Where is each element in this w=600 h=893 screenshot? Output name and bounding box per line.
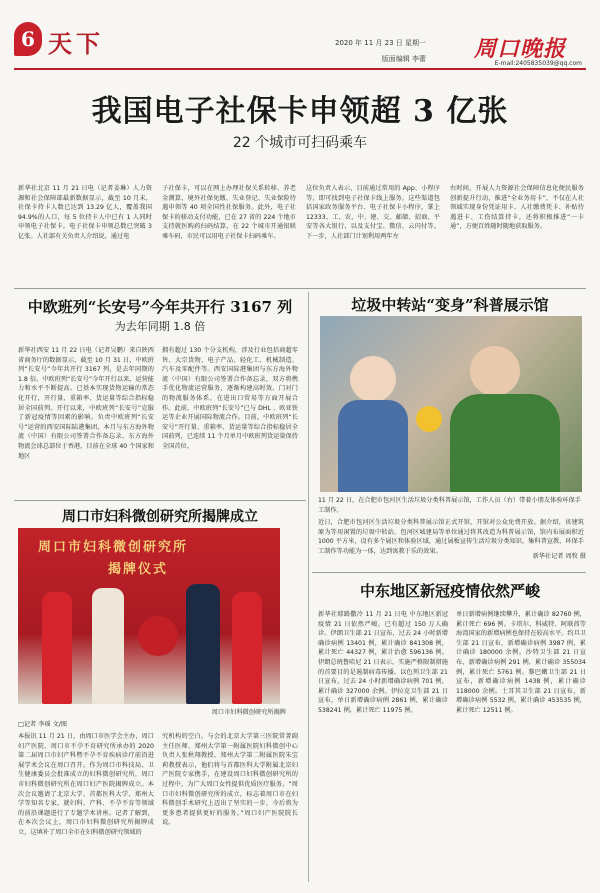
kids-craft-photo <box>320 316 582 492</box>
train-subhead: 为去年同期 1.8 倍 <box>114 320 206 333</box>
column-divider <box>308 292 309 882</box>
garbage-headline: 垃圾中转站“变身”科普展示馆 <box>351 296 549 314</box>
divider <box>312 572 586 573</box>
lead-subhead: 22 个城市可扫码乘车 <box>232 135 368 151</box>
garbage-body: 近日，合肥市包河区生活垃圾分类科普展示馆正式开馆，开馆对公众免费开放。据介绍，该建筑原为等用闲置的垃圾中转站，包河区城建局等单位通过将其改造为科普展示馆，馆内布展面积近 1000 平方米，设有多个展区和体验区域，通过展板宣传生活垃圾分类知识，集科普宣教、环保手工制作等功能为一体，达到寓教于乐的效果。 <box>318 519 584 555</box>
lead-headline: 我国电子社保卡申领超 3 亿张 <box>91 94 509 129</box>
train-headline: 中欧班列“长安号”今年共开行 3167 列 <box>27 298 293 316</box>
train-column: 拥有超过 130 个分支机构，涉及行业包括商超零售、大宗货物、电子产品、轻化工、机械制造、汽车及零配件等。西安国际港集团与东方海外物流（中国）有限公司签署合作备忘录，双方将携手优化物流运营服务，逐渐构建高时效、门对门的物流服务体系，在进出口贸易等方面开展合作。此前，中欧班列“长安号”已与 DHL 、欧亚铁运等企业开展国际物流合作。目前，中欧班列“长安号”开行量、重箱率、货运量等综合指标稳居全国前列，已连续 11 个月单月中欧班列货运量保持全国首位。 <box>162 347 298 450</box>
contact-email: E-mail:2405835039@qq.com <box>494 60 582 67</box>
zhoukou-column: 本报讯 11 月 21 日，由周口市医学会主办，周口妇产医院、周口市不孕不育研究所承办的 2020 第二届周口市妇产科暨不孕不育疾病诊疗前沿进展学术会议在周口召开。作为周口市科技局、卫生健康委员会批准成立的妇科微创研究所，周口市妇科微创研究所在周口妇产医院揭牌成立。本次会议邀请了北京大学、首都医科大学、郑州大学等知名专家，就妇科、产科、不孕不育等领域的前沿课题进行了专题学术讲座。记者了解到，在本次会议上，周口市妇科微创研究所揭牌成立，这填补了周口全市在妇科微创研究领域的 <box>18 733 154 836</box>
divider <box>14 288 586 289</box>
train-column: 新华社西安 11 月 22 日电（记者吴鹏）来自陕西省商务厅的数据显示，截至 10 月 31 日，中欧班列“长安号”今年共开行 3167 列，是去年同期的 1.8 倍。中欧班列“长安号”今年开行以来，运营能力和水平不断提高。已基本实现货物运输的常态化开行，开行量、重箱率、货运量等综合指标稳居全国前列。开行以来，中欧班列“长安号”克服了新冠疫情等因素的影响。负责中欧班列“长安号”运营的西安国际陆港集团，本月与东方海外物流（中国）有限公司签署合作备忘录。东方海外物流会球总部位于香港，目前在全球 40 个国家和地区 <box>18 347 154 460</box>
worker-face <box>470 346 520 396</box>
issue-date: 2020 年 11 月 23 日 星期一 <box>335 39 426 47</box>
person <box>232 592 262 704</box>
child-face <box>350 356 396 402</box>
ceremony-photo-caption: 周口市妇科微创研究所揭牌 <box>211 709 286 716</box>
page-number-badge: 6 <box>14 22 42 56</box>
garbage-photo-caption: 11 月 22 日，在合肥市包河区生活垃圾分类科普展示馆，工作人员（右）带着小朋友体验环保手工制作。 <box>318 497 581 514</box>
mideast-column: 单日新增病例继续攀升，累计确诊 82760 例，累计死亡 696 例。卡塔尔、科威特、阿联酋等海湾国家的新增病例也保持在较高水平。约旦卫生部 21 日宣布，新增确诊病例 3987 例，累计确诊 180000 余例。沙特卫生部 21 日宣布，新增确诊病例 291 例，累计确诊 355034 例，累计死亡 5761 例。黎巴嫩卫生部 21 日宣布，新增确诊病例 1438 例，累计确诊 118000 余例。土耳其卫生部 21 日宣布，新增确诊病例 5532 例，累计确诊 453535 例，累计死亡 12511 例。 <box>456 611 586 714</box>
garbage-credit: 新华社记者 周牧 摄 <box>532 553 586 560</box>
unveiled-plaque <box>138 616 178 656</box>
ceremony-banner: 周口市妇科微创研究所 <box>38 540 189 555</box>
person <box>42 592 72 704</box>
lead-column: 新华社北京 11 月 21 日电（记者姜琳）人力资源和社会保障部最新数据显示，截至 10 月末，社保卡持卡人数已达到 13.29 亿人，覆盖我国 94.9%的人口，每 5 位持卡人中已有 1 人同时申领电子社保卡。电子社保卡申领总数已突破 3 亿张。人社部有关负责人介绍说，通过电 <box>18 185 152 240</box>
zhoukou-headline: 周口市妇科微创研究所揭牌成立 <box>62 509 258 525</box>
section-title: 天下 <box>48 29 104 58</box>
paper-flower <box>416 406 442 432</box>
ceremony-banner: 揭牌仪式 <box>108 562 169 577</box>
page-header <box>14 10 586 70</box>
mideast-headline: 中东地区新冠疫情依然严峻 <box>359 582 540 600</box>
page-editor: 版面编辑 李蕾 <box>381 55 426 63</box>
mideast-column: 新华社耶路撒冷 11 月 21 日电 中东地区新冠疫情 21 日依然严峻，已有超过 150 万人确诊。伊朗卫生部 21 日宣布，过去 24 小时新增确诊病例 13401 例，累计确诊 841308 例，累计死亡 44327 例，累计治愈 596136 例。伊朗总统鲁哈尼 21 日表示，实施严格限制措施的首要目的是遏制病毒传播。以色列卫生部 21 日宣布，过去 24 小时新增确诊病例 701 例，累计确诊 327000 余例。伊拉克卫生部 21 日宣布，单日新增确诊病例 2861 例，累计确诊 538241 例，累计死亡 11975 例。 <box>318 611 448 714</box>
lead-column: 子社保卡，可以在网上办理社保关系转移、养老金测算、境外社保免缴、失业登记、失业保险待遇申领等 40 项全国性社保服务。此外，电子社保卡的移动支付功能，已在 27 省的 224 个地市支持就医购药扫码结算，在 22 个城市开通银联乘车码，市民可以用电子社保卡扫码乘车。 <box>162 185 296 240</box>
zhoukou-column: 究机构的空白。与会的北京大学第三医院常菁副主任医师、郑州大学第一附属医院妇科微创中心负责人张秋翔教授、郑州大学第二附属医院朱宝莉教授表示，他们将与首都医科大学附属北京妇产医院专家携手，在建设周口妇科微创研究所的过程中，为广大周口女性提供优质医疗服务。“周口市妇科微创研究所的成立，标志着周口市在妇科微创手术研究上迈出了坚实的一步，今后将为更多患者提供更好的服务。”周口妇产医院院长说。 <box>162 733 298 827</box>
lead-column: 右时间，开展人力资源社会保障信息化便民服务创新提升行动，推进“全业务用卡”，不仅在人社领域实现身份凭证用卡、人社缴费凭卡、补贴待遇进卡、工伤结算持卡，还将积极推进“一卡通”，方便百姓随时随地获取服务。 <box>450 185 584 231</box>
person <box>92 588 124 704</box>
divider <box>14 500 306 501</box>
child-body <box>338 400 408 492</box>
newspaper-logo: 周口晚报 <box>473 36 566 62</box>
ceremony-photo <box>18 528 280 704</box>
lead-column: 这位负责人表示，目前通过常用的 App、小程序等，即可找到电子社保卡线上服务。这些渠道包括国家政务服务平台、电子社保卡小程序，掌上 12333、工、农、中、建、交、邮储、招商、平安等各大银行，以及支付宝、微信、云闪付等。下一步，人社部门计划利用两年左 <box>306 185 440 240</box>
worker-body <box>450 394 560 492</box>
person <box>186 584 220 704</box>
zhoukou-byline: □记者 李瑶 文/图 <box>18 721 67 728</box>
